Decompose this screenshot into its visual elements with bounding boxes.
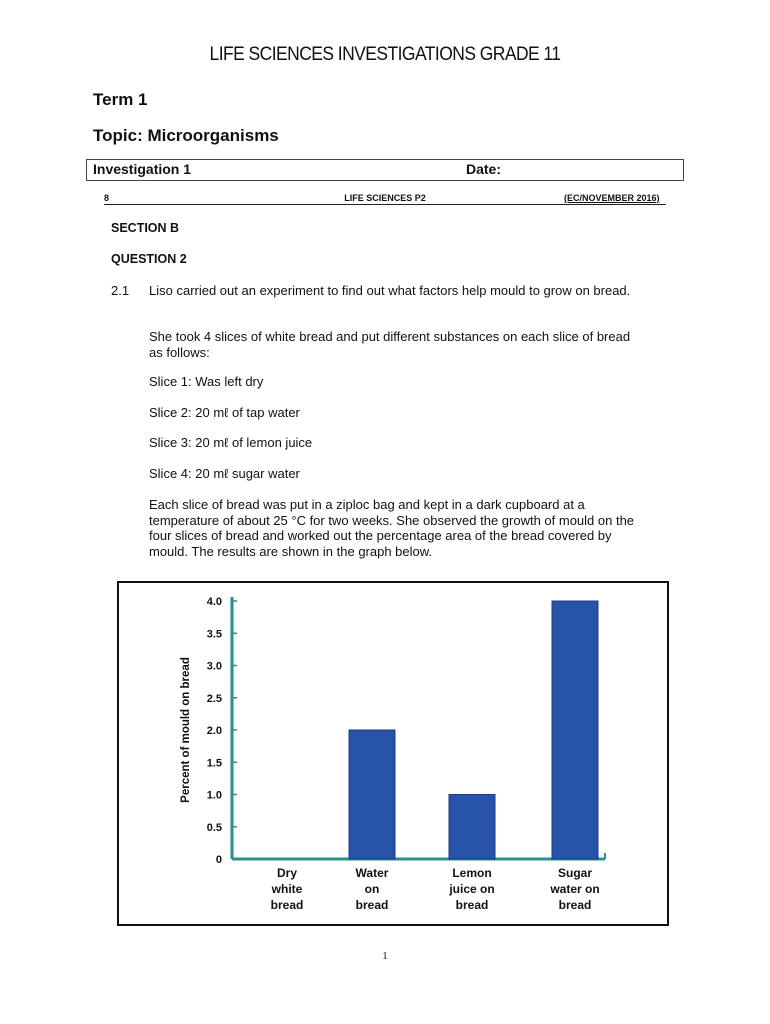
paper-subject: LIFE SCIENCES P2	[344, 193, 426, 203]
category-label: bread	[270, 898, 304, 912]
y-tick-label: 3.0	[206, 660, 222, 673]
category-label: Dry	[276, 866, 298, 880]
paper-header-rule	[104, 204, 666, 205]
paper-page-number: 8	[104, 193, 110, 203]
y-tick-label: 1.5	[206, 757, 222, 770]
category-label: Water	[355, 866, 389, 880]
paper-exam: (EC/NOVEMBER 2016)	[564, 193, 660, 203]
investigation-label: Investigation 1	[93, 161, 192, 177]
slice-item: Slice 2: 20 mℓ of tap water	[149, 405, 300, 420]
category-label: white	[271, 882, 303, 896]
conclusion-paragraph: Each slice of bread was put in a ziploc bag and kept in a dark cupboard at a temperature of about 25 °C for two weeks. She observed the growth of mould on the four slices of bread and worked out the percentage area of the bread covered by mould. The results are shown in the graph below.	[149, 497, 635, 559]
bar-chart	[119, 583, 667, 924]
category-label: bread	[558, 898, 592, 912]
y-tick-label: 4.0	[206, 596, 222, 608]
category-label: water on	[550, 882, 600, 896]
slice-item: Slice 1: Was left dry	[149, 374, 264, 389]
category-label: juice on	[449, 882, 495, 896]
y-tick-label: 2.5	[206, 692, 222, 705]
intro-paragraph: Liso carried out an experiment to find out what factors help mould to grow on bread.	[149, 283, 631, 298]
term-heading: Term 1	[93, 90, 148, 109]
slice-item: Slice 3: 20 mℓ of lemon juice	[149, 435, 313, 450]
y-tick-label: 1.0	[206, 789, 222, 802]
slice-item: Slice 4: 20 mℓ sugar water	[149, 466, 300, 481]
bar	[552, 601, 598, 859]
date-label: Date:	[466, 161, 502, 177]
page-title: LIFE SCIENCES INVESTIGATIONS GRADE 11	[209, 44, 561, 65]
category-label: on	[364, 882, 380, 896]
page-number: 1	[382, 950, 388, 962]
section-heading: SECTION B	[111, 221, 180, 235]
question-number: 2.1	[111, 283, 130, 298]
y-tick-label: 0.5	[206, 821, 222, 834]
question-heading: QUESTION 2	[111, 252, 187, 266]
category-label: Lemon	[452, 866, 492, 880]
y-tick-label: 2.0	[206, 725, 222, 737]
category-label: bread	[355, 898, 389, 912]
bar	[449, 795, 495, 860]
method-paragraph: She took 4 slices of white bread and put different substances on each slice of bread as follows:	[149, 329, 631, 360]
bar	[349, 730, 395, 859]
y-axis-label: Percent of mould on bread	[180, 657, 192, 803]
y-tick-label: 3.5	[206, 628, 222, 641]
y-tick-label: 0	[215, 854, 222, 866]
chart-frame	[117, 581, 669, 926]
category-label: Sugar	[557, 866, 593, 880]
topic-heading: Topic: Microorganisms	[93, 126, 279, 145]
category-label: bread	[455, 898, 489, 912]
